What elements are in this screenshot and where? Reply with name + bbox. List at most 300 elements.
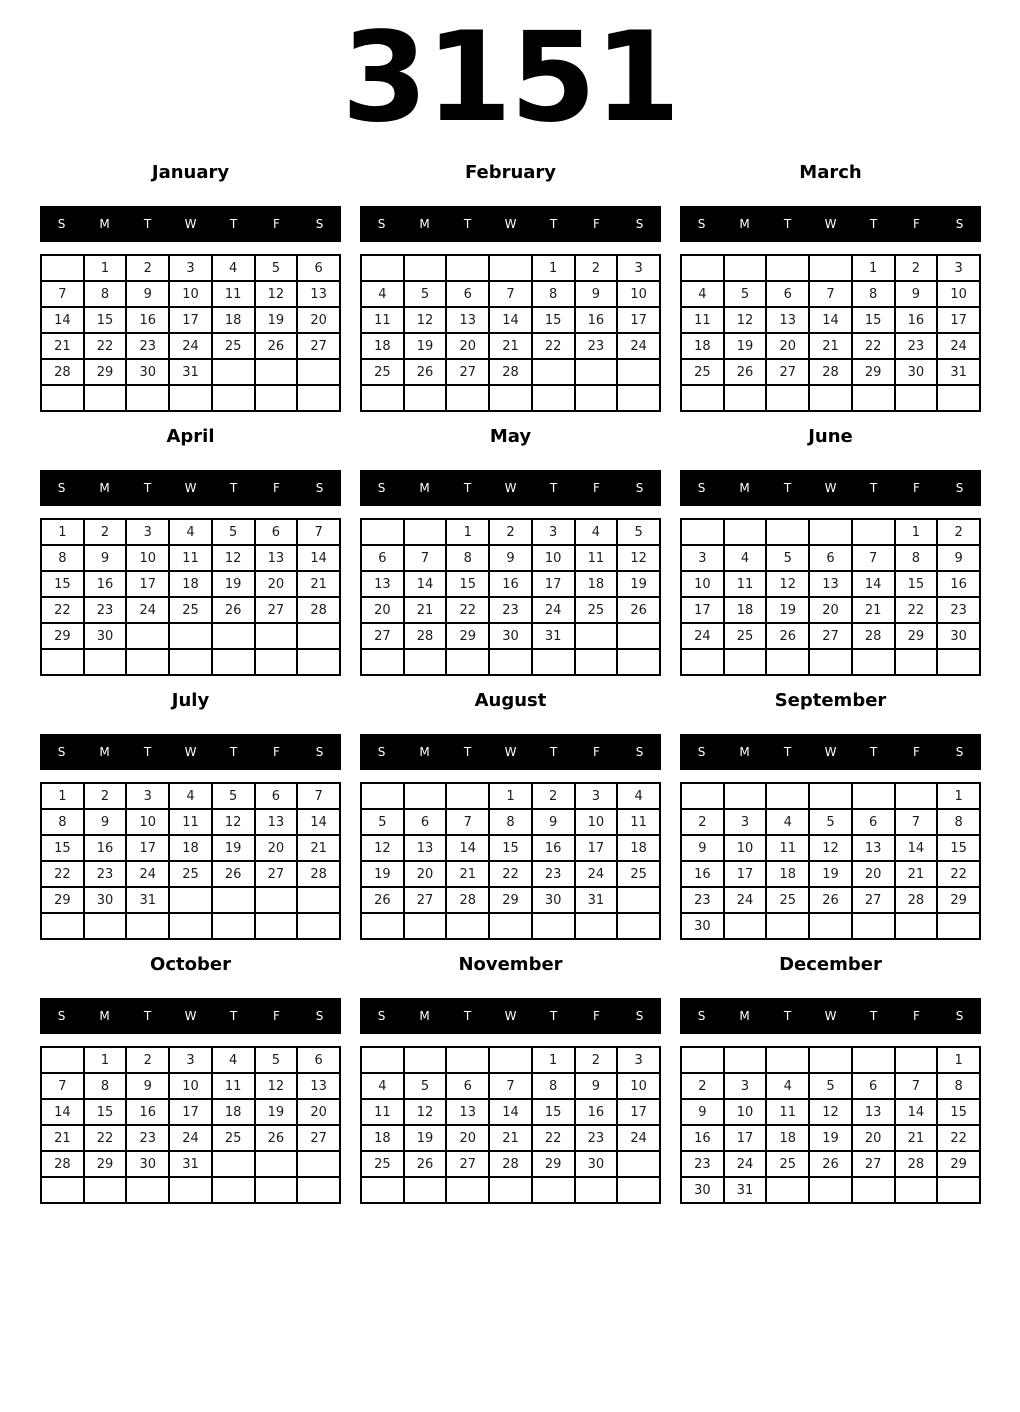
day-cell-empty <box>297 359 340 385</box>
day-cell: 30 <box>84 887 127 913</box>
day-cell-empty <box>84 913 127 939</box>
day-cell: 19 <box>809 1125 852 1151</box>
day-cell-empty <box>489 385 532 411</box>
day-cell: 13 <box>404 835 447 861</box>
day-cell: 6 <box>852 1073 895 1099</box>
month-october <box>40 952 341 1204</box>
day-cell-empty <box>852 649 895 675</box>
day-cell: 12 <box>212 545 255 571</box>
day-cell: 3 <box>575 783 618 809</box>
week-row <box>41 623 340 649</box>
day-cell: 2 <box>489 519 532 545</box>
day-cell: 28 <box>446 887 489 913</box>
day-cell: 5 <box>255 255 298 281</box>
day-cell: 8 <box>895 545 938 571</box>
weekday-letter: S <box>315 481 324 495</box>
day-cell: 2 <box>84 783 127 809</box>
month-title-january: January <box>151 162 230 183</box>
day-cell: 25 <box>617 861 660 887</box>
day-cell: 31 <box>937 359 980 385</box>
day-cell: 27 <box>766 359 809 385</box>
weekday-letter: W <box>504 1009 517 1023</box>
weekday-header-bar <box>40 734 341 770</box>
weekday-letter: W <box>504 217 517 231</box>
day-cell-empty <box>41 913 84 939</box>
day-cell-empty <box>404 649 447 675</box>
day-cell: 10 <box>575 809 618 835</box>
day-cell: 29 <box>84 359 127 385</box>
day-cell: 10 <box>126 809 169 835</box>
day-cell-empty <box>446 649 489 675</box>
weekday-header-bar <box>40 206 341 242</box>
day-cell: 22 <box>895 597 938 623</box>
day-cell-empty <box>895 913 938 939</box>
day-cell: 10 <box>617 281 660 307</box>
day-cell: 19 <box>255 307 298 333</box>
day-cell-empty <box>766 519 809 545</box>
day-cell: 24 <box>532 597 575 623</box>
day-cell: 29 <box>41 623 84 649</box>
week-row <box>361 1047 660 1073</box>
day-cell: 22 <box>84 333 127 359</box>
day-cell-empty <box>41 649 84 675</box>
day-cell: 2 <box>575 1047 618 1073</box>
weekday-letter: F <box>593 745 600 759</box>
week-row <box>361 1177 660 1203</box>
day-cell-empty <box>852 385 895 411</box>
day-cell-empty <box>169 623 212 649</box>
day-cell: 25 <box>724 623 767 649</box>
weekday-letter: S <box>697 481 706 495</box>
day-cell: 20 <box>255 571 298 597</box>
day-cell: 17 <box>126 835 169 861</box>
day-cell-empty <box>446 1047 489 1073</box>
week-row <box>41 913 340 939</box>
week-row <box>361 385 660 411</box>
day-cell: 8 <box>532 1073 575 1099</box>
day-cell: 30 <box>532 887 575 913</box>
week-row <box>681 1099 980 1125</box>
day-cell-empty <box>212 887 255 913</box>
day-cell: 14 <box>41 307 84 333</box>
day-cell: 9 <box>84 809 127 835</box>
day-cell: 11 <box>681 307 724 333</box>
day-cell: 7 <box>446 809 489 835</box>
day-cell: 30 <box>895 359 938 385</box>
week-row <box>41 783 340 809</box>
day-cell: 19 <box>404 333 447 359</box>
weekday-letter: M <box>419 745 430 759</box>
weekday-letter: F <box>273 1009 280 1023</box>
day-cell-empty <box>297 623 340 649</box>
weekday-header-bar <box>680 734 981 770</box>
day-cell-empty <box>41 1047 84 1073</box>
day-cell-empty <box>361 1047 404 1073</box>
week-row <box>361 519 660 545</box>
day-cell-empty <box>617 913 660 939</box>
day-cell: 2 <box>532 783 575 809</box>
day-cell: 22 <box>852 333 895 359</box>
day-cell: 1 <box>532 255 575 281</box>
day-cell: 30 <box>84 623 127 649</box>
weekday-header-bar <box>680 998 981 1034</box>
day-cell: 22 <box>41 861 84 887</box>
weekday-header-bar <box>40 998 341 1034</box>
day-cell: 13 <box>297 1073 340 1099</box>
day-cell: 22 <box>41 597 84 623</box>
day-cell-empty <box>575 359 618 385</box>
day-cell-empty <box>255 649 298 675</box>
day-cell: 18 <box>766 1125 809 1151</box>
day-cell: 9 <box>84 545 127 571</box>
day-cell-empty <box>766 1047 809 1073</box>
day-cell: 20 <box>361 597 404 623</box>
day-cell: 1 <box>532 1047 575 1073</box>
month-april <box>40 424 341 676</box>
day-cell: 21 <box>895 861 938 887</box>
day-cell: 13 <box>446 307 489 333</box>
month-september <box>680 688 981 940</box>
day-cell: 7 <box>895 809 938 835</box>
day-cell: 22 <box>532 333 575 359</box>
day-cell-empty <box>446 385 489 411</box>
day-cell: 24 <box>126 861 169 887</box>
day-cell: 7 <box>297 519 340 545</box>
weekday-letter: T <box>143 481 152 495</box>
day-cell: 18 <box>169 835 212 861</box>
month-date-grid <box>40 782 341 940</box>
day-cell: 15 <box>937 835 980 861</box>
day-cell: 19 <box>212 571 255 597</box>
day-cell: 23 <box>532 861 575 887</box>
day-cell: 18 <box>361 1125 404 1151</box>
day-cell: 12 <box>404 1099 447 1125</box>
weekday-letter: M <box>419 217 430 231</box>
day-cell: 9 <box>681 1099 724 1125</box>
day-cell: 24 <box>617 1125 660 1151</box>
day-cell-empty <box>212 385 255 411</box>
day-cell-empty <box>681 649 724 675</box>
day-cell: 16 <box>532 835 575 861</box>
day-cell: 20 <box>255 835 298 861</box>
day-cell: 8 <box>852 281 895 307</box>
day-cell-empty <box>212 623 255 649</box>
day-cell: 27 <box>361 623 404 649</box>
day-cell: 28 <box>895 887 938 913</box>
day-cell: 16 <box>126 307 169 333</box>
day-cell: 24 <box>126 597 169 623</box>
weekday-header-bar <box>40 470 341 506</box>
day-cell: 16 <box>84 835 127 861</box>
day-cell-empty <box>255 359 298 385</box>
day-cell-empty <box>809 783 852 809</box>
weekday-letter: M <box>739 1009 750 1023</box>
day-cell: 14 <box>809 307 852 333</box>
day-cell: 25 <box>169 597 212 623</box>
day-cell: 29 <box>41 887 84 913</box>
day-cell: 13 <box>255 545 298 571</box>
day-cell-empty <box>937 649 980 675</box>
day-cell: 25 <box>575 597 618 623</box>
day-cell: 28 <box>895 1151 938 1177</box>
month-january <box>40 160 341 412</box>
day-cell-empty <box>126 649 169 675</box>
day-cell: 29 <box>489 887 532 913</box>
day-cell: 21 <box>809 333 852 359</box>
day-cell: 16 <box>575 307 618 333</box>
day-cell: 6 <box>766 281 809 307</box>
day-cell: 24 <box>937 333 980 359</box>
day-cell-empty <box>809 649 852 675</box>
weekday-letter: T <box>229 481 238 495</box>
weekday-letter: M <box>99 745 110 759</box>
week-row <box>361 571 660 597</box>
day-cell-empty <box>809 1047 852 1073</box>
weekday-letter: T <box>783 1009 792 1023</box>
day-cell: 2 <box>126 1047 169 1073</box>
day-cell-empty <box>617 1177 660 1203</box>
day-cell-empty <box>446 255 489 281</box>
day-cell-empty <box>809 519 852 545</box>
weekday-letter: W <box>504 481 517 495</box>
weekday-letter: F <box>913 1009 920 1023</box>
day-cell: 13 <box>255 809 298 835</box>
day-cell-empty <box>895 1047 938 1073</box>
weekday-letter: S <box>955 481 964 495</box>
day-cell: 21 <box>404 597 447 623</box>
day-cell: 28 <box>404 623 447 649</box>
day-cell: 5 <box>809 809 852 835</box>
day-cell-empty <box>361 783 404 809</box>
day-cell: 23 <box>681 1151 724 1177</box>
week-row <box>681 1047 980 1073</box>
weekday-letter: W <box>184 217 197 231</box>
day-cell: 23 <box>575 1125 618 1151</box>
day-cell: 9 <box>681 835 724 861</box>
day-cell: 2 <box>84 519 127 545</box>
day-cell: 5 <box>361 809 404 835</box>
week-row <box>361 835 660 861</box>
month-date-grid <box>680 782 981 940</box>
day-cell: 23 <box>489 597 532 623</box>
day-cell: 14 <box>297 809 340 835</box>
weekday-letter: S <box>635 481 644 495</box>
weekday-letter: M <box>739 217 750 231</box>
day-cell-empty <box>489 255 532 281</box>
month-june <box>680 424 981 676</box>
day-cell: 30 <box>126 1151 169 1177</box>
week-row <box>41 597 340 623</box>
day-cell-empty <box>575 913 618 939</box>
day-cell: 16 <box>895 307 938 333</box>
day-cell: 10 <box>681 571 724 597</box>
week-row <box>361 359 660 385</box>
day-cell: 13 <box>809 571 852 597</box>
day-cell-empty <box>766 255 809 281</box>
week-row <box>361 307 660 333</box>
day-cell: 23 <box>681 887 724 913</box>
day-cell: 21 <box>297 571 340 597</box>
day-cell: 4 <box>169 783 212 809</box>
week-row <box>361 281 660 307</box>
day-cell: 23 <box>895 333 938 359</box>
day-cell: 23 <box>575 333 618 359</box>
day-cell: 14 <box>895 1099 938 1125</box>
weekday-letter: F <box>273 217 280 231</box>
day-cell-empty <box>126 623 169 649</box>
day-cell-empty <box>404 1177 447 1203</box>
weekday-header-bar <box>360 470 661 506</box>
weekday-letter: T <box>463 217 472 231</box>
week-row <box>681 809 980 835</box>
day-cell-empty <box>724 1047 767 1073</box>
day-cell: 6 <box>852 809 895 835</box>
day-cell: 21 <box>41 333 84 359</box>
day-cell-empty <box>489 1047 532 1073</box>
day-cell: 25 <box>361 1151 404 1177</box>
day-cell: 18 <box>766 861 809 887</box>
day-cell: 26 <box>404 1151 447 1177</box>
month-november <box>360 952 661 1204</box>
day-cell: 17 <box>724 1125 767 1151</box>
month-date-grid <box>360 254 661 412</box>
weekday-letter: T <box>869 1009 878 1023</box>
day-cell-empty <box>937 913 980 939</box>
day-cell: 4 <box>724 545 767 571</box>
day-cell-empty <box>404 913 447 939</box>
day-cell: 18 <box>212 307 255 333</box>
day-cell: 20 <box>809 597 852 623</box>
day-cell-empty <box>852 1047 895 1073</box>
day-cell: 9 <box>937 545 980 571</box>
day-cell-empty <box>212 913 255 939</box>
week-row <box>41 333 340 359</box>
day-cell: 30 <box>681 1177 724 1203</box>
day-cell: 12 <box>255 1073 298 1099</box>
day-cell: 12 <box>361 835 404 861</box>
day-cell-empty <box>84 385 127 411</box>
day-cell: 17 <box>617 307 660 333</box>
day-cell: 13 <box>446 1099 489 1125</box>
weekday-letter: F <box>593 217 600 231</box>
weekday-letter: S <box>57 1009 66 1023</box>
day-cell: 5 <box>766 545 809 571</box>
month-title-october: October <box>150 954 231 975</box>
day-cell: 7 <box>41 281 84 307</box>
day-cell-empty <box>895 649 938 675</box>
months-grid <box>0 160 1020 1204</box>
week-row <box>41 1047 340 1073</box>
day-cell: 23 <box>937 597 980 623</box>
day-cell: 17 <box>126 571 169 597</box>
day-cell: 25 <box>766 1151 809 1177</box>
day-cell: 19 <box>404 1125 447 1151</box>
month-february <box>360 160 661 412</box>
day-cell: 27 <box>297 1125 340 1151</box>
day-cell: 28 <box>489 1151 532 1177</box>
week-row <box>361 783 660 809</box>
weekday-letter: S <box>315 217 324 231</box>
day-cell: 4 <box>575 519 618 545</box>
day-cell: 8 <box>41 545 84 571</box>
day-cell: 1 <box>852 255 895 281</box>
week-row <box>681 783 980 809</box>
day-cell-empty <box>404 1047 447 1073</box>
month-title-september: September <box>774 690 887 711</box>
day-cell-empty <box>766 649 809 675</box>
day-cell-empty <box>681 519 724 545</box>
week-row <box>41 887 340 913</box>
year-title: 3151 <box>341 6 679 150</box>
day-cell: 9 <box>575 1073 618 1099</box>
week-row <box>681 333 980 359</box>
day-cell: 29 <box>895 623 938 649</box>
day-cell: 31 <box>575 887 618 913</box>
week-row <box>41 1099 340 1125</box>
day-cell-empty <box>404 519 447 545</box>
day-cell-empty <box>41 255 84 281</box>
day-cell: 14 <box>489 1099 532 1125</box>
week-row <box>41 281 340 307</box>
day-cell-empty <box>489 913 532 939</box>
day-cell: 14 <box>297 545 340 571</box>
weekday-letter: M <box>99 481 110 495</box>
day-cell: 31 <box>126 887 169 913</box>
week-row <box>361 809 660 835</box>
day-cell: 16 <box>937 571 980 597</box>
day-cell: 4 <box>617 783 660 809</box>
week-row <box>361 1151 660 1177</box>
weekday-letter: S <box>315 745 324 759</box>
day-cell: 12 <box>809 835 852 861</box>
week-row <box>41 385 340 411</box>
day-cell: 17 <box>724 861 767 887</box>
day-cell-empty <box>575 649 618 675</box>
week-row <box>681 1177 980 1203</box>
day-cell: 21 <box>446 861 489 887</box>
day-cell: 10 <box>937 281 980 307</box>
week-row <box>41 359 340 385</box>
day-cell: 20 <box>446 1125 489 1151</box>
week-row <box>681 1073 980 1099</box>
day-cell: 1 <box>937 783 980 809</box>
day-cell: 11 <box>766 835 809 861</box>
day-cell: 29 <box>84 1151 127 1177</box>
weekday-letter: S <box>697 1009 706 1023</box>
day-cell: 7 <box>489 1073 532 1099</box>
day-cell: 7 <box>852 545 895 571</box>
day-cell: 9 <box>126 281 169 307</box>
day-cell: 4 <box>169 519 212 545</box>
weekday-letter: W <box>824 217 837 231</box>
day-cell: 19 <box>617 571 660 597</box>
weekday-letter: S <box>955 1009 964 1023</box>
month-title-may: May <box>489 426 532 447</box>
day-cell: 29 <box>446 623 489 649</box>
day-cell: 6 <box>446 281 489 307</box>
day-cell-empty <box>297 1177 340 1203</box>
weekday-header-bar <box>360 206 661 242</box>
month-july <box>40 688 341 940</box>
day-cell: 14 <box>41 1099 84 1125</box>
weekday-letter: M <box>99 1009 110 1023</box>
day-cell-empty <box>404 255 447 281</box>
day-cell: 1 <box>41 783 84 809</box>
weekday-letter: F <box>593 1009 600 1023</box>
day-cell: 24 <box>617 333 660 359</box>
day-cell: 26 <box>404 359 447 385</box>
day-cell: 10 <box>532 545 575 571</box>
